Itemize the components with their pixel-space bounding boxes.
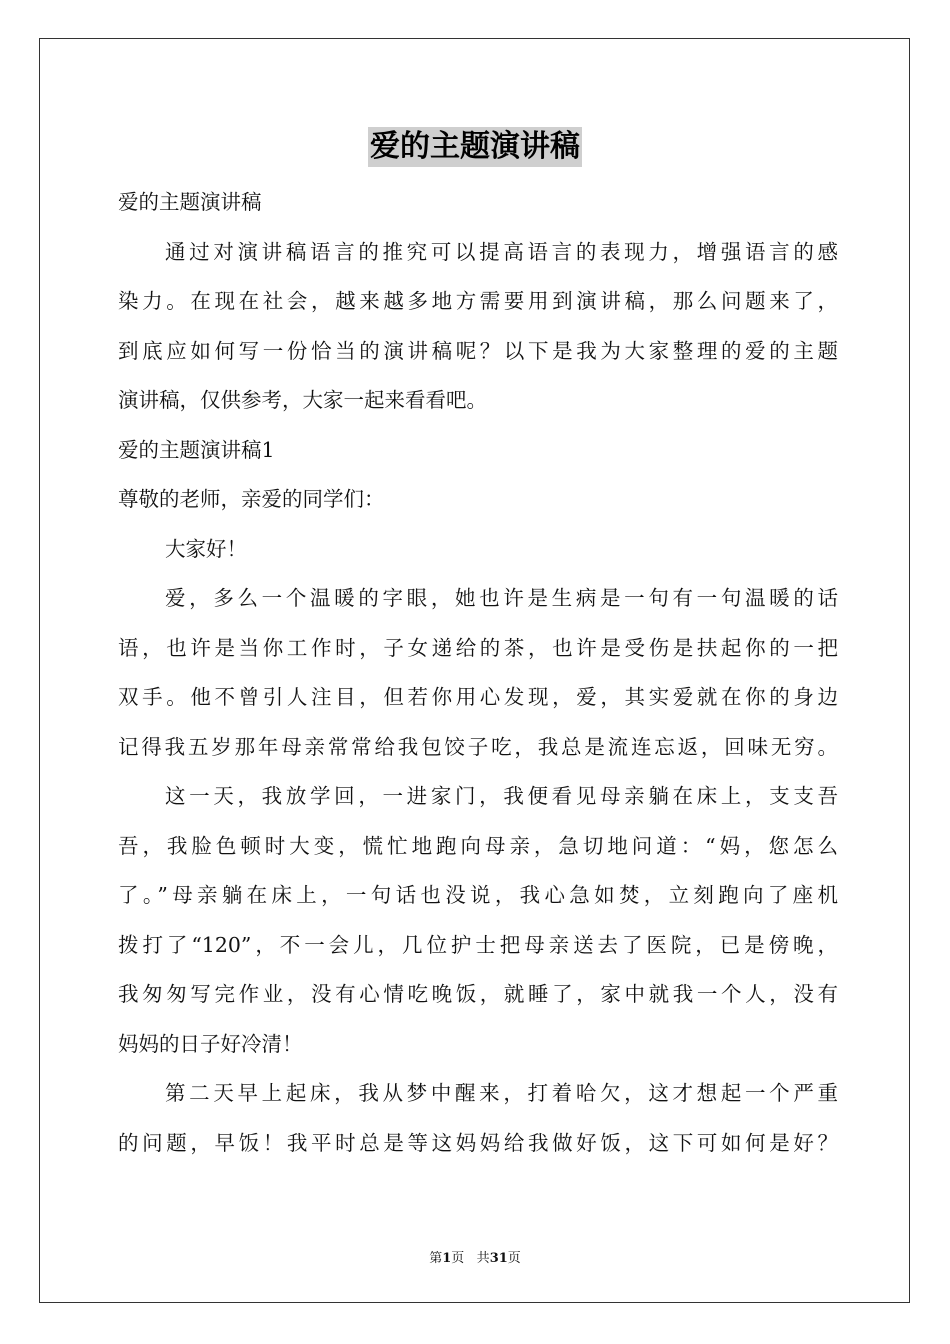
text-line: 到底应如何写一份恰当的演讲稿呢？以下是我为大家整理的爱的主题 (118, 338, 838, 363)
text-line: 演讲稿，仅供参考，大家一起来看看吧。 (118, 388, 487, 412)
document-body (118, 178, 838, 1168)
footer-total-pages: 31 (489, 1251, 508, 1266)
text-line: 双手。他不曾引人注目，但若你用心发现，爱，其实爱就在你的身边 (118, 685, 838, 709)
text-line: 爱的主题演讲稿 (118, 190, 262, 214)
text-line: 拨打了“120”，不一会儿，几位护士把母亲送去了医院，已是傍晚， (118, 932, 838, 957)
footer-page-prefix: 第 (429, 1251, 443, 1266)
text-line: 我匆匆写完作业，没有心情吃晚饭，就睡了，家中就我一个人，没有 (118, 982, 838, 1006)
text-line: 这一天，我放学回，一进家门，我便看见母亲躺在床上，支支吾 (165, 784, 838, 808)
document-title (0, 127, 950, 167)
footer-total-suffix: 页 (507, 1251, 521, 1266)
text-line: 爱的主题演讲稿1 (118, 437, 275, 462)
footer-page-suffix: 页 (451, 1251, 465, 1266)
text-line: 尊敬的老师，亲爱的同学们： (118, 487, 385, 511)
document-title-text: 爱的主题演讲稿 (368, 127, 582, 167)
text-line: 了。”母亲躺在床上，一句话也没说，我心急如焚，立刻跑向了座机 (118, 883, 838, 907)
footer-page-number: 1 (442, 1251, 452, 1266)
text-line: 吾，我脸色顿时大变，慌忙地跑向母亲，急切地问道：“妈，您怎么 (118, 833, 838, 858)
text-line: 爱，多么一个温暖的字眼，她也许是生病是一句有一句温暖的话 (165, 586, 838, 610)
text-line: 大家好！ (165, 536, 247, 561)
text-line: 的问题，早饭！我平时总是等这妈妈给我做好饭，这下可如何是好？ (118, 1130, 838, 1155)
text-line: 语，也许是当你工作时，子女递给的茶，也许是受伤是扶起你的一把 (118, 635, 838, 660)
page-footer (0, 1247, 950, 1266)
text-line: 染力。在现在社会，越来越多地方需要用到演讲稿，那么问题来了， (118, 289, 838, 313)
text-line: 通过对演讲稿语言的推究可以提高语言的表现力，增强语言的感 (165, 239, 838, 264)
text-line: 妈妈的日子好冷清！ (118, 1031, 303, 1056)
text-line: 记得我五岁那年母亲常常给我包饺子吃，我总是流连忘返，回味无穷。 (118, 734, 838, 759)
text-line: 第二天早上起床，我从梦中醒来，打着哈欠，这才想起一个严重 (165, 1081, 838, 1105)
footer-total-prefix: 共 (476, 1251, 490, 1266)
